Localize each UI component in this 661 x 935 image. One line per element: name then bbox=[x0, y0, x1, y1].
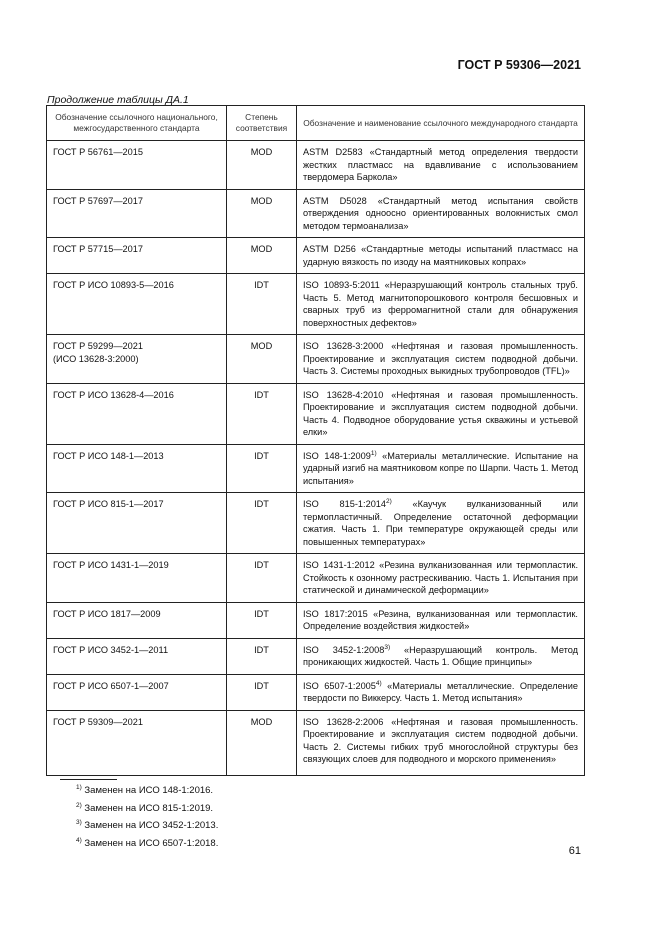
national-standard: ГОСТ Р ИСО 1817—2009 bbox=[53, 608, 161, 619]
international-standard-cell bbox=[297, 602, 585, 638]
national-standard-cell bbox=[47, 638, 227, 674]
degree-cell: MOD bbox=[227, 189, 297, 238]
national-standard-cell bbox=[47, 710, 227, 775]
national-standard-cell bbox=[47, 189, 227, 238]
degree-cell: MOD bbox=[227, 335, 297, 384]
national-standard: ГОСТ Р ИСО 148-1—2013 bbox=[53, 450, 164, 461]
national-standard-cell bbox=[47, 238, 227, 274]
page-number: 61 bbox=[568, 845, 581, 857]
table-row bbox=[47, 189, 585, 238]
international-standard-cell bbox=[297, 238, 585, 274]
international-standard: ISO 1817:2015 «Резина, вулканизованная или термопластик. Определение воздействия жидкостей» bbox=[303, 608, 578, 631]
table-body bbox=[47, 141, 585, 776]
degree-cell: IDT bbox=[227, 554, 297, 603]
international-standard-cell bbox=[297, 383, 585, 444]
footnote-reference: 4) bbox=[375, 679, 382, 687]
table-row bbox=[47, 554, 585, 603]
national-standard: ГОСТ Р 57715—2017 bbox=[53, 244, 143, 254]
national-standard: ГОСТ Р ИСО 815-1—2017 bbox=[53, 499, 164, 509]
degree-cell: IDT bbox=[227, 638, 297, 674]
footnote-text: Заменен на ИСО 6507-1:2018. bbox=[84, 837, 219, 849]
national-standard: ГОСТ Р 56761—2015 bbox=[53, 147, 143, 157]
national-standard: ГОСТ Р ИСО 1431-1—2019 bbox=[53, 560, 169, 570]
column-header-degree: Степень соответствия bbox=[227, 106, 297, 141]
reference-table bbox=[46, 105, 585, 776]
table-row bbox=[47, 638, 585, 674]
table-row bbox=[47, 444, 585, 493]
standard-designation: ГОСТ Р 59306—2021 bbox=[457, 58, 581, 72]
footnote-reference: 2) bbox=[386, 497, 392, 505]
footnote-mark: 1) bbox=[76, 783, 82, 791]
international-standard-title: «Неразрушающий контроль. Метод проникающих жидкостей. Часть 1. Общие принципы» bbox=[303, 644, 578, 667]
footnote-text: Заменен на ИСО 148-1:2016. bbox=[84, 785, 214, 796]
international-standard-cell bbox=[297, 141, 585, 190]
table-header-row bbox=[47, 106, 585, 141]
degree-cell: IDT bbox=[227, 274, 297, 335]
international-standard-cell bbox=[297, 674, 585, 710]
national-standard: ГОСТ Р 59299—2021 bbox=[53, 341, 143, 351]
international-standard: ISO 13628-4:2010 «Нефтяная и газовая промышленность. Проектирование и эксплуатация систем подводной добычи. Часть 4. Подводное оборудование устья скважины и устьевой елки» bbox=[303, 389, 578, 437]
international-standard-cell bbox=[297, 554, 585, 603]
footnote-mark: 3) bbox=[76, 818, 82, 826]
footnote-mark: 2) bbox=[76, 801, 82, 809]
national-standard-cell bbox=[47, 274, 227, 335]
footnote-reference: 1) bbox=[370, 449, 377, 457]
international-standard-title: «Материалы металлические. Определение твердости по Виккерсу. Часть 1. Метод испытания» bbox=[303, 680, 578, 703]
footnote-text: Заменен на ИСО 3452-1:2013. bbox=[84, 820, 219, 831]
national-standard: ГОСТ Р 57697—2017 bbox=[53, 195, 143, 206]
national-standard-cell bbox=[47, 554, 227, 603]
international-standard: ISO 815-1:2014 bbox=[303, 499, 387, 509]
table-row bbox=[47, 238, 585, 274]
table-row bbox=[47, 274, 585, 335]
footnote bbox=[76, 800, 218, 818]
international-standard-cell bbox=[297, 638, 585, 674]
national-standard-cell bbox=[47, 335, 227, 384]
table-row bbox=[47, 141, 585, 190]
table-row bbox=[47, 674, 585, 710]
degree-cell: IDT bbox=[227, 383, 297, 444]
footnote-text: Заменен на ИСО 815-1:2019. bbox=[84, 802, 214, 814]
degree-cell: IDT bbox=[227, 674, 297, 710]
international-standard-title: «Каучук вулканизованный или термопластичный. Определение остаточной деформации сжатия. Часть 1. При температуре окружающей среды или повышенных температурах» bbox=[303, 499, 578, 547]
degree-cell: MOD bbox=[227, 141, 297, 190]
table-row bbox=[47, 383, 585, 444]
international-standard-cell bbox=[297, 274, 585, 335]
degree-cell: IDT bbox=[227, 602, 297, 638]
column-header-international: Обозначение и наименование ссылочного международного стандарта bbox=[297, 106, 585, 141]
international-standard-cell bbox=[297, 493, 585, 554]
international-standard: ASTM D256 «Стандартные методы испытаний пластмасс на ударную вязкость по изоду на маятниковых копрах» bbox=[303, 244, 578, 267]
table-row bbox=[47, 493, 585, 554]
international-standard: ISO 6507-1:2005 bbox=[303, 680, 376, 691]
national-standard-cell bbox=[47, 602, 227, 638]
footnote-divider bbox=[60, 779, 117, 780]
national-standard: ГОСТ Р ИСО 13628-4—2016 bbox=[53, 389, 174, 400]
column-header-national: Обозначение ссылочного национального, межгосударственного стандарта bbox=[47, 106, 227, 141]
footnote bbox=[76, 835, 218, 853]
table-row bbox=[47, 335, 585, 384]
table-row bbox=[47, 602, 585, 638]
national-standard: ГОСТ Р 59309—2021 bbox=[53, 716, 143, 727]
degree-cell: IDT bbox=[227, 493, 297, 554]
table-row bbox=[47, 710, 585, 775]
degree-cell: MOD bbox=[227, 238, 297, 274]
degree-cell: IDT bbox=[227, 444, 297, 493]
table-caption: Продолжение таблицы ДА.1 bbox=[47, 94, 189, 106]
footnotes bbox=[76, 782, 218, 852]
international-standard-cell bbox=[297, 335, 585, 384]
footnote bbox=[76, 782, 218, 800]
footnote-mark: 4) bbox=[76, 836, 82, 844]
international-standard-cell bbox=[297, 710, 585, 775]
international-standard: ISO 13628-3:2000 «Нефтяная и газовая промышленность. Проектирование и эксплуатация систем подводной добычи. Часть 3. Системы проходных выкидных трубопроводов (TFL)» bbox=[303, 341, 578, 376]
footnote bbox=[76, 817, 218, 835]
international-standard: ASTM D5028 «Стандартный метод испытания свойств отверждения одноосно ориентированных волокнистых смол методом термоанализа» bbox=[303, 195, 578, 231]
international-standard: ASTM D2583 «Стандартный метод определения твердости жестких пластмасс на вдавливание с использованием твердомера Баркола» bbox=[303, 147, 578, 182]
international-standard: ISO 10893-5:2011 «Неразрушающий контроль стальных труб. Часть 5. Метод магнитопорошкового контроля бесшовных и сварных труб из ферромагнитной стали для обнаружения поверхностных дефектов» bbox=[303, 280, 578, 328]
national-standard: ГОСТ Р ИСО 10893-5—2016 bbox=[53, 280, 174, 290]
international-standard: ISO 3452-1:2008 bbox=[303, 644, 385, 655]
national-standard-cell bbox=[47, 674, 227, 710]
international-standard-cell bbox=[297, 189, 585, 238]
degree-cell: MOD bbox=[227, 710, 297, 775]
footnote-reference: 3) bbox=[384, 643, 391, 651]
international-standard-cell bbox=[297, 444, 585, 493]
international-standard: ISO 148-1:2009 bbox=[303, 450, 371, 461]
national-standard-cell bbox=[47, 141, 227, 190]
national-standard-cell bbox=[47, 493, 227, 554]
international-standard: ISO 13628-2:2006 «Нефтяная и газовая промышленность. Проектирование и эксплуатация систем подводной добычи. Часть 2. Системы гибких труб многослойной структуры без связующих слоев для подводного и морского применения» bbox=[303, 716, 578, 764]
national-standard: ГОСТ Р ИСО 6507-1—2007 bbox=[53, 680, 169, 691]
international-standard-title: «Материалы металлические. Испытание на ударный изгиб на маятниковом копре по Шарпи. Часть 1. Метод испытания» bbox=[303, 450, 578, 486]
national-standard-cell bbox=[47, 383, 227, 444]
national-standard-equivalent: (ИСО 13628-3:2000) bbox=[53, 353, 139, 364]
national-standard: ГОСТ Р ИСО 3452-1—2011 bbox=[53, 644, 169, 655]
national-standard-cell bbox=[47, 444, 227, 493]
international-standard: ISO 1431-1:2012 «Резина вулканизованная или термопластик. Стойкость к озонному растрескиванию. Часть 1. Испытания при статической и динамической деформации» bbox=[303, 560, 578, 595]
